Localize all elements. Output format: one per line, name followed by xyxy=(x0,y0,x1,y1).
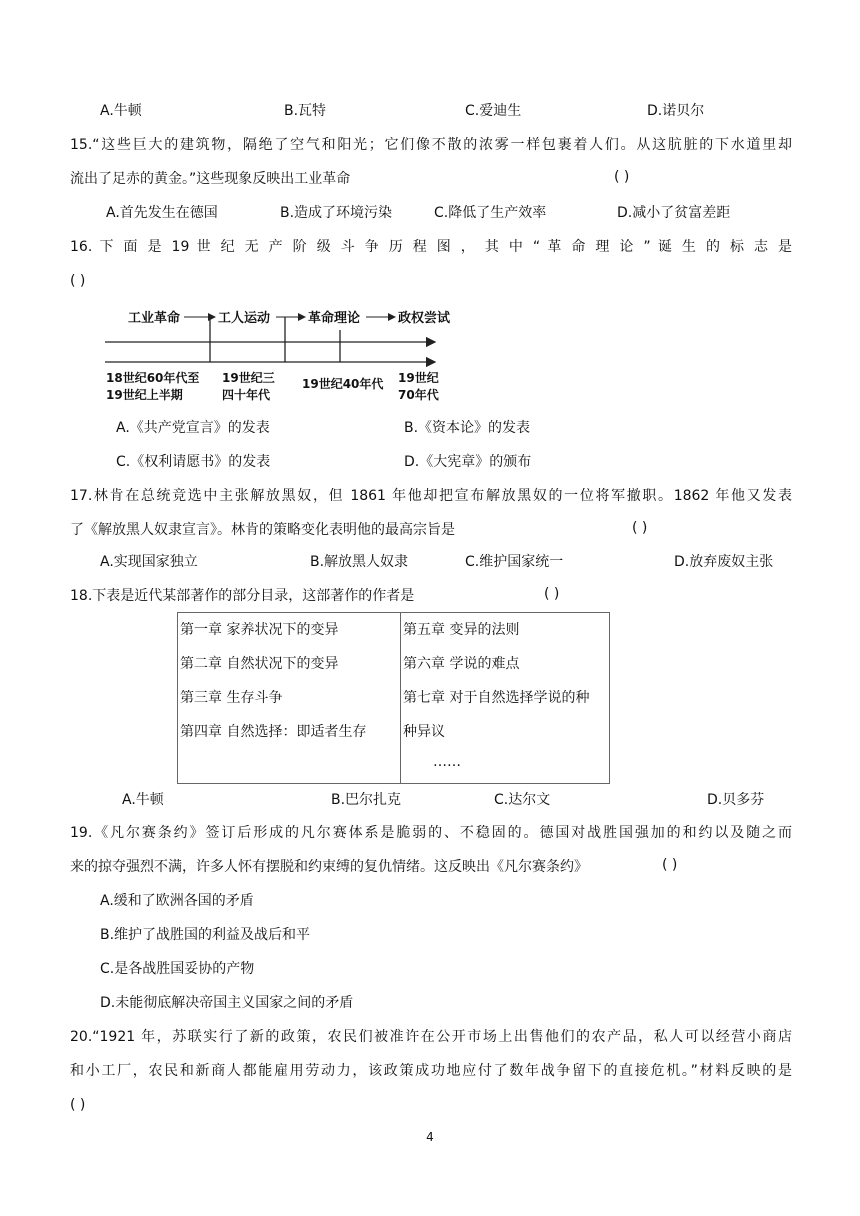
q14-option-d: D.诺贝尔 xyxy=(647,103,705,119)
period-label-4b: 70年代 xyxy=(398,388,439,402)
q15-option-b: B.造成了环境污染 xyxy=(280,205,393,221)
q18-option-a: A.牛顿 xyxy=(122,792,164,808)
toc-chapter-1: 第一章 家养状况下的变异 xyxy=(180,622,339,638)
q18-table-of-contents xyxy=(177,612,610,784)
q19-option-a: A.缓和了欧洲各国的矛盾 xyxy=(100,893,254,909)
q15-stem-line2: 流出了足赤的黄金。”这些现象反映出工业革命 xyxy=(70,171,351,187)
q15-option-d: D.减小了贫富差距 xyxy=(617,205,731,221)
stage-label-revolutionary-theory: 革命理论 xyxy=(308,311,361,326)
stage-label-workers-movement: 工人运动 xyxy=(218,311,271,326)
q16-option-a: A.《共产党宣言》的发表 xyxy=(116,420,270,436)
toc-right-column xyxy=(401,613,610,784)
q20-stem-line2: 和小工厂，农民和新商人都能雇用劳动力，该政策成功地应付了数年战争留下的直接危机。”材料反映的是 xyxy=(70,1063,792,1079)
q19-stem-line1: 19.《凡尔赛条约》签订后形成的凡尔赛体系是脆弱的、不稳固的。德国对战胜国强加的和约以及随之而 xyxy=(70,825,792,841)
q15-stem-line1: 15.“这些巨大的建筑物，隔绝了空气和阳光；它们像不散的浓雾一样包裹着人们。从这肮脏的下水道里却 xyxy=(70,137,792,153)
stage-label-regime-attempt: 政权尝试 xyxy=(398,311,450,326)
toc-chapter-5: 第五章 变异的法则 xyxy=(403,622,520,638)
toc-ellipsis: …… xyxy=(433,754,461,770)
q16-stem-line2: ( ) xyxy=(70,273,86,289)
q20-stem-line1: 20.“1921 年，苏联实行了新的政策，农民们被准许在公开市场上出售他们的农产品，私人可以经营小商店 xyxy=(70,1029,792,1045)
q17-option-d: D.放弃废奴主张 xyxy=(674,554,774,570)
q19-stem-line2: 来的掠夺强烈不满，许多人怀有摆脱和约束缚的复仇情绪。这反映出《凡尔赛条约》 xyxy=(70,859,588,875)
q19-option-c: C.是各战胜国妥协的产物 xyxy=(100,961,255,977)
period-label-2a: 19世纪三 xyxy=(222,371,275,385)
q17-answer-paren: ( ) xyxy=(632,520,648,536)
q14-option-b: B.瓦特 xyxy=(284,103,327,119)
period-label-3: 19世纪40年代 xyxy=(302,377,384,391)
page-number: 4 xyxy=(426,1130,434,1144)
q16-option-c: C.《权利请愿书》的发表 xyxy=(116,454,271,470)
toc-left-column xyxy=(178,613,401,784)
period-label-4a: 19世纪 xyxy=(398,371,439,385)
period-label-1a: 18世纪60年代至 xyxy=(106,371,200,385)
q14-option-a: A.牛顿 xyxy=(100,103,142,119)
q17-stem-line1: 17.林肯在总统竞选中主张解放黑奴，但 1861 年他却把宣布解放黑奴的一位将军撤职。1862 年他又发表 xyxy=(70,488,792,504)
q17-option-b: B.解放黑人奴隶 xyxy=(310,554,409,570)
toc-chapter-4: 第四章 自然选择：即适者生存 xyxy=(180,724,367,740)
q19-option-d: D.未能彻底解决帝国主义国家之间的矛盾 xyxy=(100,995,354,1011)
q16-option-d: D.《大宪章》的颁布 xyxy=(404,454,532,470)
q18-stem: 18.下表是近代某部著作的部分目录，这部著作的作者是 xyxy=(70,588,415,604)
q15-option-a: A.首先发生在德国 xyxy=(106,205,218,221)
q17-option-c: C.维护国家统一 xyxy=(465,554,564,570)
toc-chapter-2: 第二章 自然状况下的变异 xyxy=(180,656,339,672)
q16-timeline-diagram xyxy=(100,300,450,410)
q17-option-a: A.实现国家独立 xyxy=(100,554,198,570)
period-label-2b: 四十年代 xyxy=(222,388,271,402)
q14-option-c: C.爱迪生 xyxy=(465,103,522,119)
q18-option-c: C.达尔文 xyxy=(494,792,551,808)
q15-option-c: C.降低了生产效率 xyxy=(434,205,547,221)
q15-answer-paren: ( ) xyxy=(614,169,630,185)
q20-answer-paren: ( ) xyxy=(70,1097,86,1113)
q17-stem-line2: 了《解放黑人奴隶宣言》。林肯的策略变化表明他的最高宗旨是 xyxy=(70,522,455,538)
toc-chapter-7-cont: 种异议 xyxy=(403,724,445,740)
q19-answer-paren: ( ) xyxy=(662,857,678,873)
toc-chapter-6: 第六章 学说的难点 xyxy=(403,656,520,672)
q18-answer-paren: ( ) xyxy=(544,586,560,602)
toc-chapter-3: 第三章 生存斗争 xyxy=(180,690,283,706)
q18-option-d: D.贝多芬 xyxy=(707,792,765,808)
stage-label-industrial-revolution: 工业革命 xyxy=(128,311,181,326)
period-label-1b: 19世纪上半期 xyxy=(106,388,183,402)
q16-stem-line1: 16. 下 面 是 19 世 纪 无 产 阶 级 斗 争 历 程 图 ， 其 中 “ 革 命 理 论 ” 诞 生 的 标 志 是 xyxy=(70,239,792,255)
toc-chapter-7: 第七章 对于自然选择学说的种 xyxy=(403,690,590,706)
q16-option-b: B.《资本论》的发表 xyxy=(404,420,531,436)
q18-option-b: B.巴尔扎克 xyxy=(331,792,402,808)
q19-option-b: B.维护了战胜国的利益及战后和平 xyxy=(100,927,311,943)
